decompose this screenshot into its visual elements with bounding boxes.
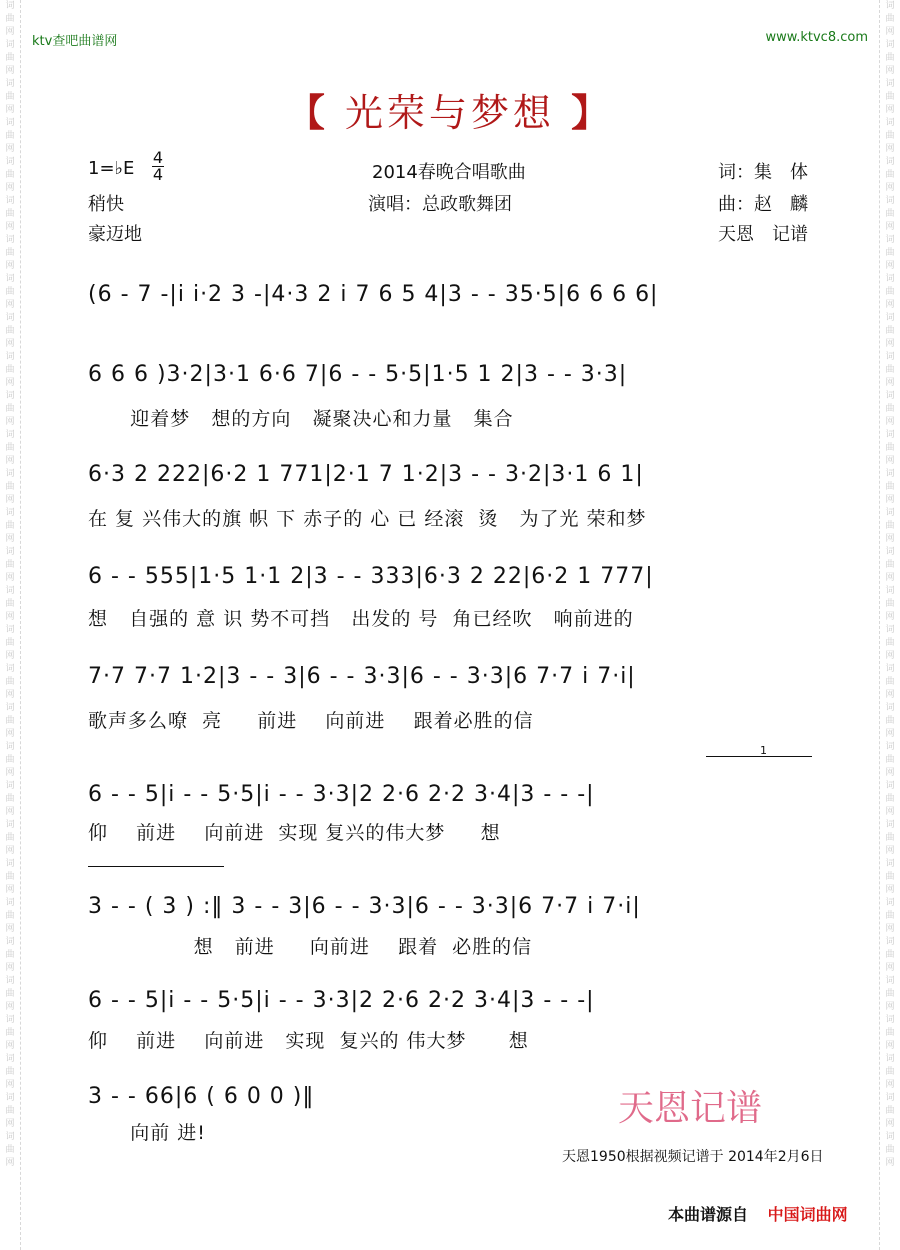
score-line-8-lyrics: 仰 前进 向前进 实现 复兴的 伟大梦 想 xyxy=(88,1030,529,1052)
first-ending-bracket-continued xyxy=(88,866,224,867)
score-line-3-lyrics: 在 复 兴伟大的旗 帜 下 赤子的 心 已 经滚 烫 为了光 荣和梦 xyxy=(88,508,647,530)
key-signature: 1=♭E xyxy=(88,158,135,179)
time-signature xyxy=(152,150,164,183)
volta-label: 1 xyxy=(760,744,767,757)
first-ending-bracket xyxy=(706,756,812,757)
score-line-7-lyrics: 想 前进 向前进 跟着 必胜的信 xyxy=(88,936,533,958)
transcription-credit: 天恩1950根据视频记谱于 2014年2月6日 xyxy=(562,1149,824,1165)
score-line-4-notes: 6 - - 555|1·5 1·1 2|3 - - 333|6·3 2 22|6·2 1 777| xyxy=(88,564,654,589)
right-watermark: 词曲网词曲网词曲网词曲网词曲网词曲网词曲网词曲网词曲网词曲网词曲网词曲网词曲网词曲网词曲网词曲网词曲网词曲网词曲网词曲网词曲网词曲网词曲网词曲网词曲网词曲网词曲网词曲网词曲网词曲网 xyxy=(885,1,895,1168)
score-line-6-notes: 6 - - 5|i - - 5·5|i - - 3·3|2 2·6 2·2 3·4|3 - - -| xyxy=(88,782,595,807)
score-line-1-notes: (6 - 7 -|i i·2 3 -|4·3 2 i 7 6 5 4|3 - - 35·5|6 6 6 6| xyxy=(88,282,659,307)
time-bottom: 4 xyxy=(152,165,164,184)
transcriber-stamp: 天恩记谱 xyxy=(618,1088,763,1129)
transcriber: 天恩 记谱 xyxy=(718,224,808,245)
time-top: 4 xyxy=(152,148,164,167)
source-site-link[interactable]: 中国词曲网 xyxy=(767,1205,848,1224)
source-note xyxy=(668,1202,848,1225)
score-line-9-notes: 3 - - 66|6 ( 6 0 0 )‖ xyxy=(88,1084,315,1109)
score-line-3-notes: 6·3 2 222|6·2 1 771|2·1 7 1·2|3 - - 3·2|3·1 6 1| xyxy=(88,462,644,487)
score-line-6-lyrics: 仰 前进 向前进 实现 复兴的伟大梦 想 xyxy=(88,822,501,844)
lyricist: 词：集 体 xyxy=(718,162,808,183)
left-border-line xyxy=(20,0,21,1250)
right-border-line xyxy=(879,0,880,1250)
score-line-8-notes: 6 - - 5|i - - 5·5|i - - 3·3|2 2·6 2·2 3·4|3 - - -| xyxy=(88,988,595,1013)
mood-text: 豪迈地 xyxy=(88,224,142,245)
score-line-5-notes: 7·7 7·7 1·2|3 - - 3|6 - - 3·3|6 - - 3·3|6 7·7 i 7·i| xyxy=(88,664,636,689)
tempo-text: 稍快 xyxy=(88,194,124,215)
score-line-4-lyrics: 想 自强的 意 识 势不可挡 出发的 号 角已经吹 响前进的 xyxy=(88,608,634,630)
score-line-7-notes: 3 - - ( 3 ) :‖ 3 - - 3|6 - - 3·3|6 - - 3·3|6 7·7 i 7·i| xyxy=(88,894,641,919)
source-label: 本曲谱源自 xyxy=(668,1205,749,1224)
score-line-9-lyrics: 向前 进! xyxy=(88,1122,206,1144)
subtitle: 2014春晚合唱歌曲 xyxy=(372,162,526,183)
left-site-link[interactable]: ktv查吧曲谱网 xyxy=(32,34,118,49)
score-line-2-notes: 6 6 6 )3·2|3·1 6·6 7|6 - - 5·5|1·5 1 2|3 - - 3·3| xyxy=(88,362,628,387)
title-text: 光荣与梦想 xyxy=(344,91,555,135)
score-line-5-lyrics: 歌声多么嘹 亮 前进 向前进 跟着必胜的信 xyxy=(88,710,534,732)
song-title xyxy=(0,82,900,137)
score-line-2-lyrics: 迎着梦 想的方向 凝聚决心和力量 集合 xyxy=(88,408,514,430)
left-watermark: 词曲网词曲网词曲网词曲网词曲网词曲网词曲网词曲网词曲网词曲网词曲网词曲网词曲网词曲网词曲网词曲网词曲网词曲网词曲网词曲网词曲网词曲网词曲网词曲网词曲网词曲网词曲网词曲网词曲网词曲网 xyxy=(5,1,15,1168)
composer: 曲：赵 麟 xyxy=(718,194,808,215)
performer: 演唱：总政歌舞团 xyxy=(368,194,512,215)
right-site-link[interactable]: www.ktvc8.com xyxy=(765,30,868,45)
title-close-bracket: 】 xyxy=(571,91,614,135)
title-open-bracket: 【 xyxy=(286,91,329,135)
